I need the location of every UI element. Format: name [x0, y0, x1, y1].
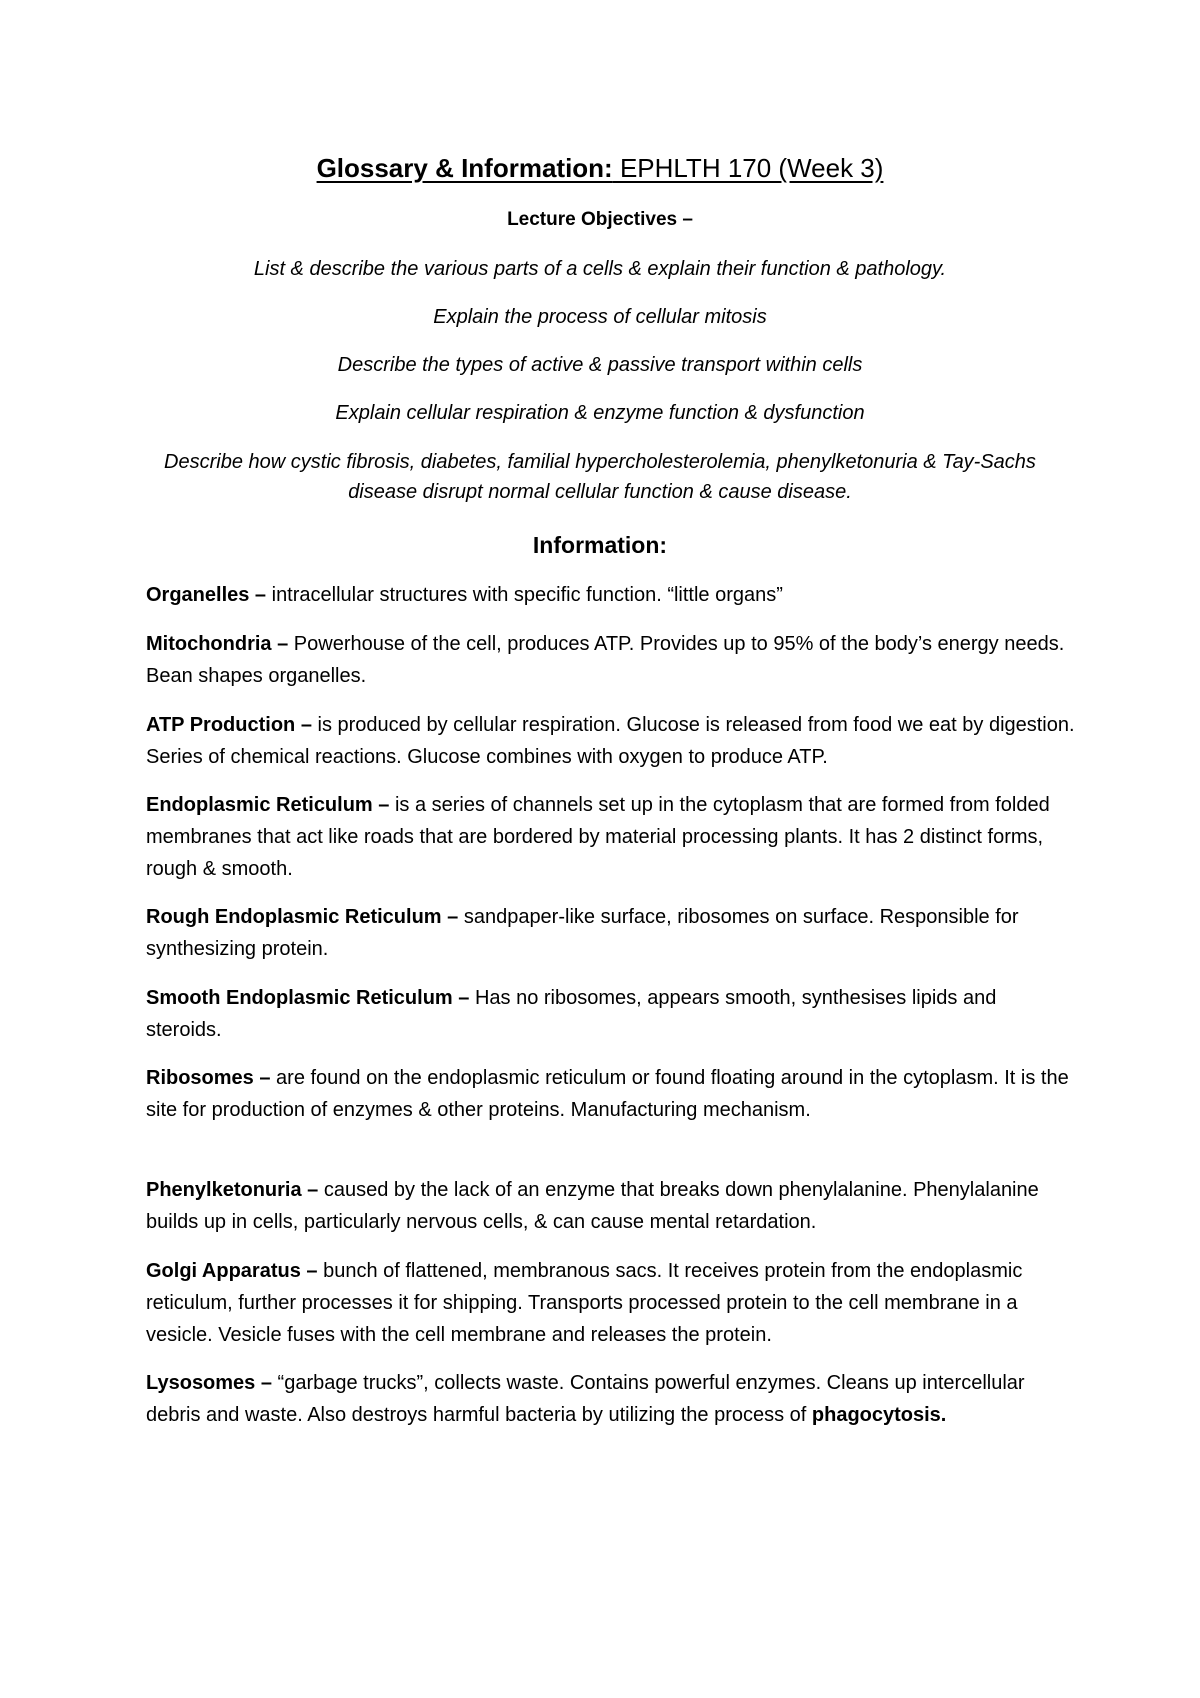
objectives-heading: Lecture Objectives – — [507, 209, 693, 230]
glossary-term: Mitochondria – — [146, 633, 289, 655]
glossary-entry-lysosomes — [146, 1367, 1076, 1431]
glossary-definition: Has no ribosomes, appears smooth, synthesises lipids and steroids. — [146, 987, 997, 1041]
objective-item: Describe the types of active & passive transport within cells — [337, 354, 863, 376]
title-bold-part: Glossary & Information: — [316, 153, 613, 183]
glossary-entry-phenylketonuria — [146, 1174, 1076, 1238]
objective-item: List & describe the various parts of a cells & explain their function & pathology. — [253, 258, 947, 280]
glossary-emphasis: phagocytosis. — [811, 1404, 947, 1426]
information-heading: Information: — [532, 532, 668, 558]
glossary-entry-endoplasmic-reticulum — [146, 789, 1076, 885]
glossary-entry-organelles — [146, 579, 1076, 611]
glossary-entry-atp-production — [146, 709, 1076, 773]
glossary-definition: are found on the endoplasmic reticulum or found floating around in the cytoplasm. It is the site for production of enzymes & other proteins. Manufacturing mechanism. — [146, 1067, 1069, 1121]
objective-item: Describe how cystic fibrosis, diabetes, familial hypercholesterolemia, phenylketonuria & Tay-Sachs disease disrupt normal cellular function & cause disease. — [164, 451, 1036, 503]
glossary-term: Smooth Endoplasmic Reticulum – — [146, 987, 470, 1009]
glossary-definition: is produced by cellular respiration. Glucose is released from food we eat by digestion. Series of chemical reactions. Glucose combines with oxygen to produce ATP. — [146, 714, 1075, 768]
glossary-term: Endoplasmic Reticulum – — [146, 794, 390, 816]
glossary-definition: bunch of flattened, membranous sacs. It receives protein from the endoplasmic reticulum, further processes it for shipping. Transports processed protein to the cell membrane in a vesicle. Vesicle fuses with the cell membrane and releases the protein. — [146, 1260, 1023, 1346]
glossary-term: Ribosomes – — [146, 1067, 271, 1089]
glossary-entry-ribosomes — [146, 1062, 1076, 1126]
objective-item: Explain the process of cellular mitosis — [433, 306, 767, 328]
glossary-entry-golgi-apparatus — [146, 1255, 1076, 1351]
glossary-term: Rough Endoplasmic Reticulum – — [146, 906, 459, 928]
glossary-entry-smooth-er — [146, 982, 1076, 1046]
objective-item: Explain cellular respiration & enzyme function & dysfunction — [335, 402, 865, 424]
glossary-entry-rough-er — [146, 901, 1076, 965]
glossary-definition: sandpaper-like surface, ribosomes on surface. Responsible for synthesizing protein. — [146, 906, 1019, 960]
glossary-term: Organelles – — [146, 584, 267, 606]
glossary-term: Phenylketonuria – — [146, 1179, 319, 1201]
glossary-definition: “garbage trucks”, collects waste. Contains powerful enzymes. Cleans up intercellular debris and waste. Also destroys harmful bacteria by utilizing the process of — [146, 1372, 1025, 1426]
document-title — [0, 152, 1200, 184]
glossary-term: Golgi Apparatus – — [146, 1260, 318, 1282]
glossary-definition: Powerhouse of the cell, produces ATP. Provides up to 95% of the body’s energy needs. Bean shapes organelles. — [146, 633, 1065, 687]
title-course-part: EPHLTH 170 (Week 3) — [612, 153, 884, 183]
glossary-term: Lysosomes – — [146, 1372, 272, 1394]
glossary-definition: is a series of channels set up in the cytoplasm that are formed from folded membranes that act like roads that are bordered by material processing plants. It has 2 distinct forms, rough & smooth. — [146, 794, 1050, 880]
glossary-term: ATP Production – — [146, 714, 312, 736]
glossary-definition: intracellular structures with specific function. “little organs” — [266, 584, 783, 606]
glossary-definition: caused by the lack of an enzyme that breaks down phenylalanine. Phenylalanine builds up in cells, particularly nervous cells, & can cause mental retardation. — [146, 1179, 1039, 1233]
glossary-entry-mitochondria — [146, 628, 1076, 692]
